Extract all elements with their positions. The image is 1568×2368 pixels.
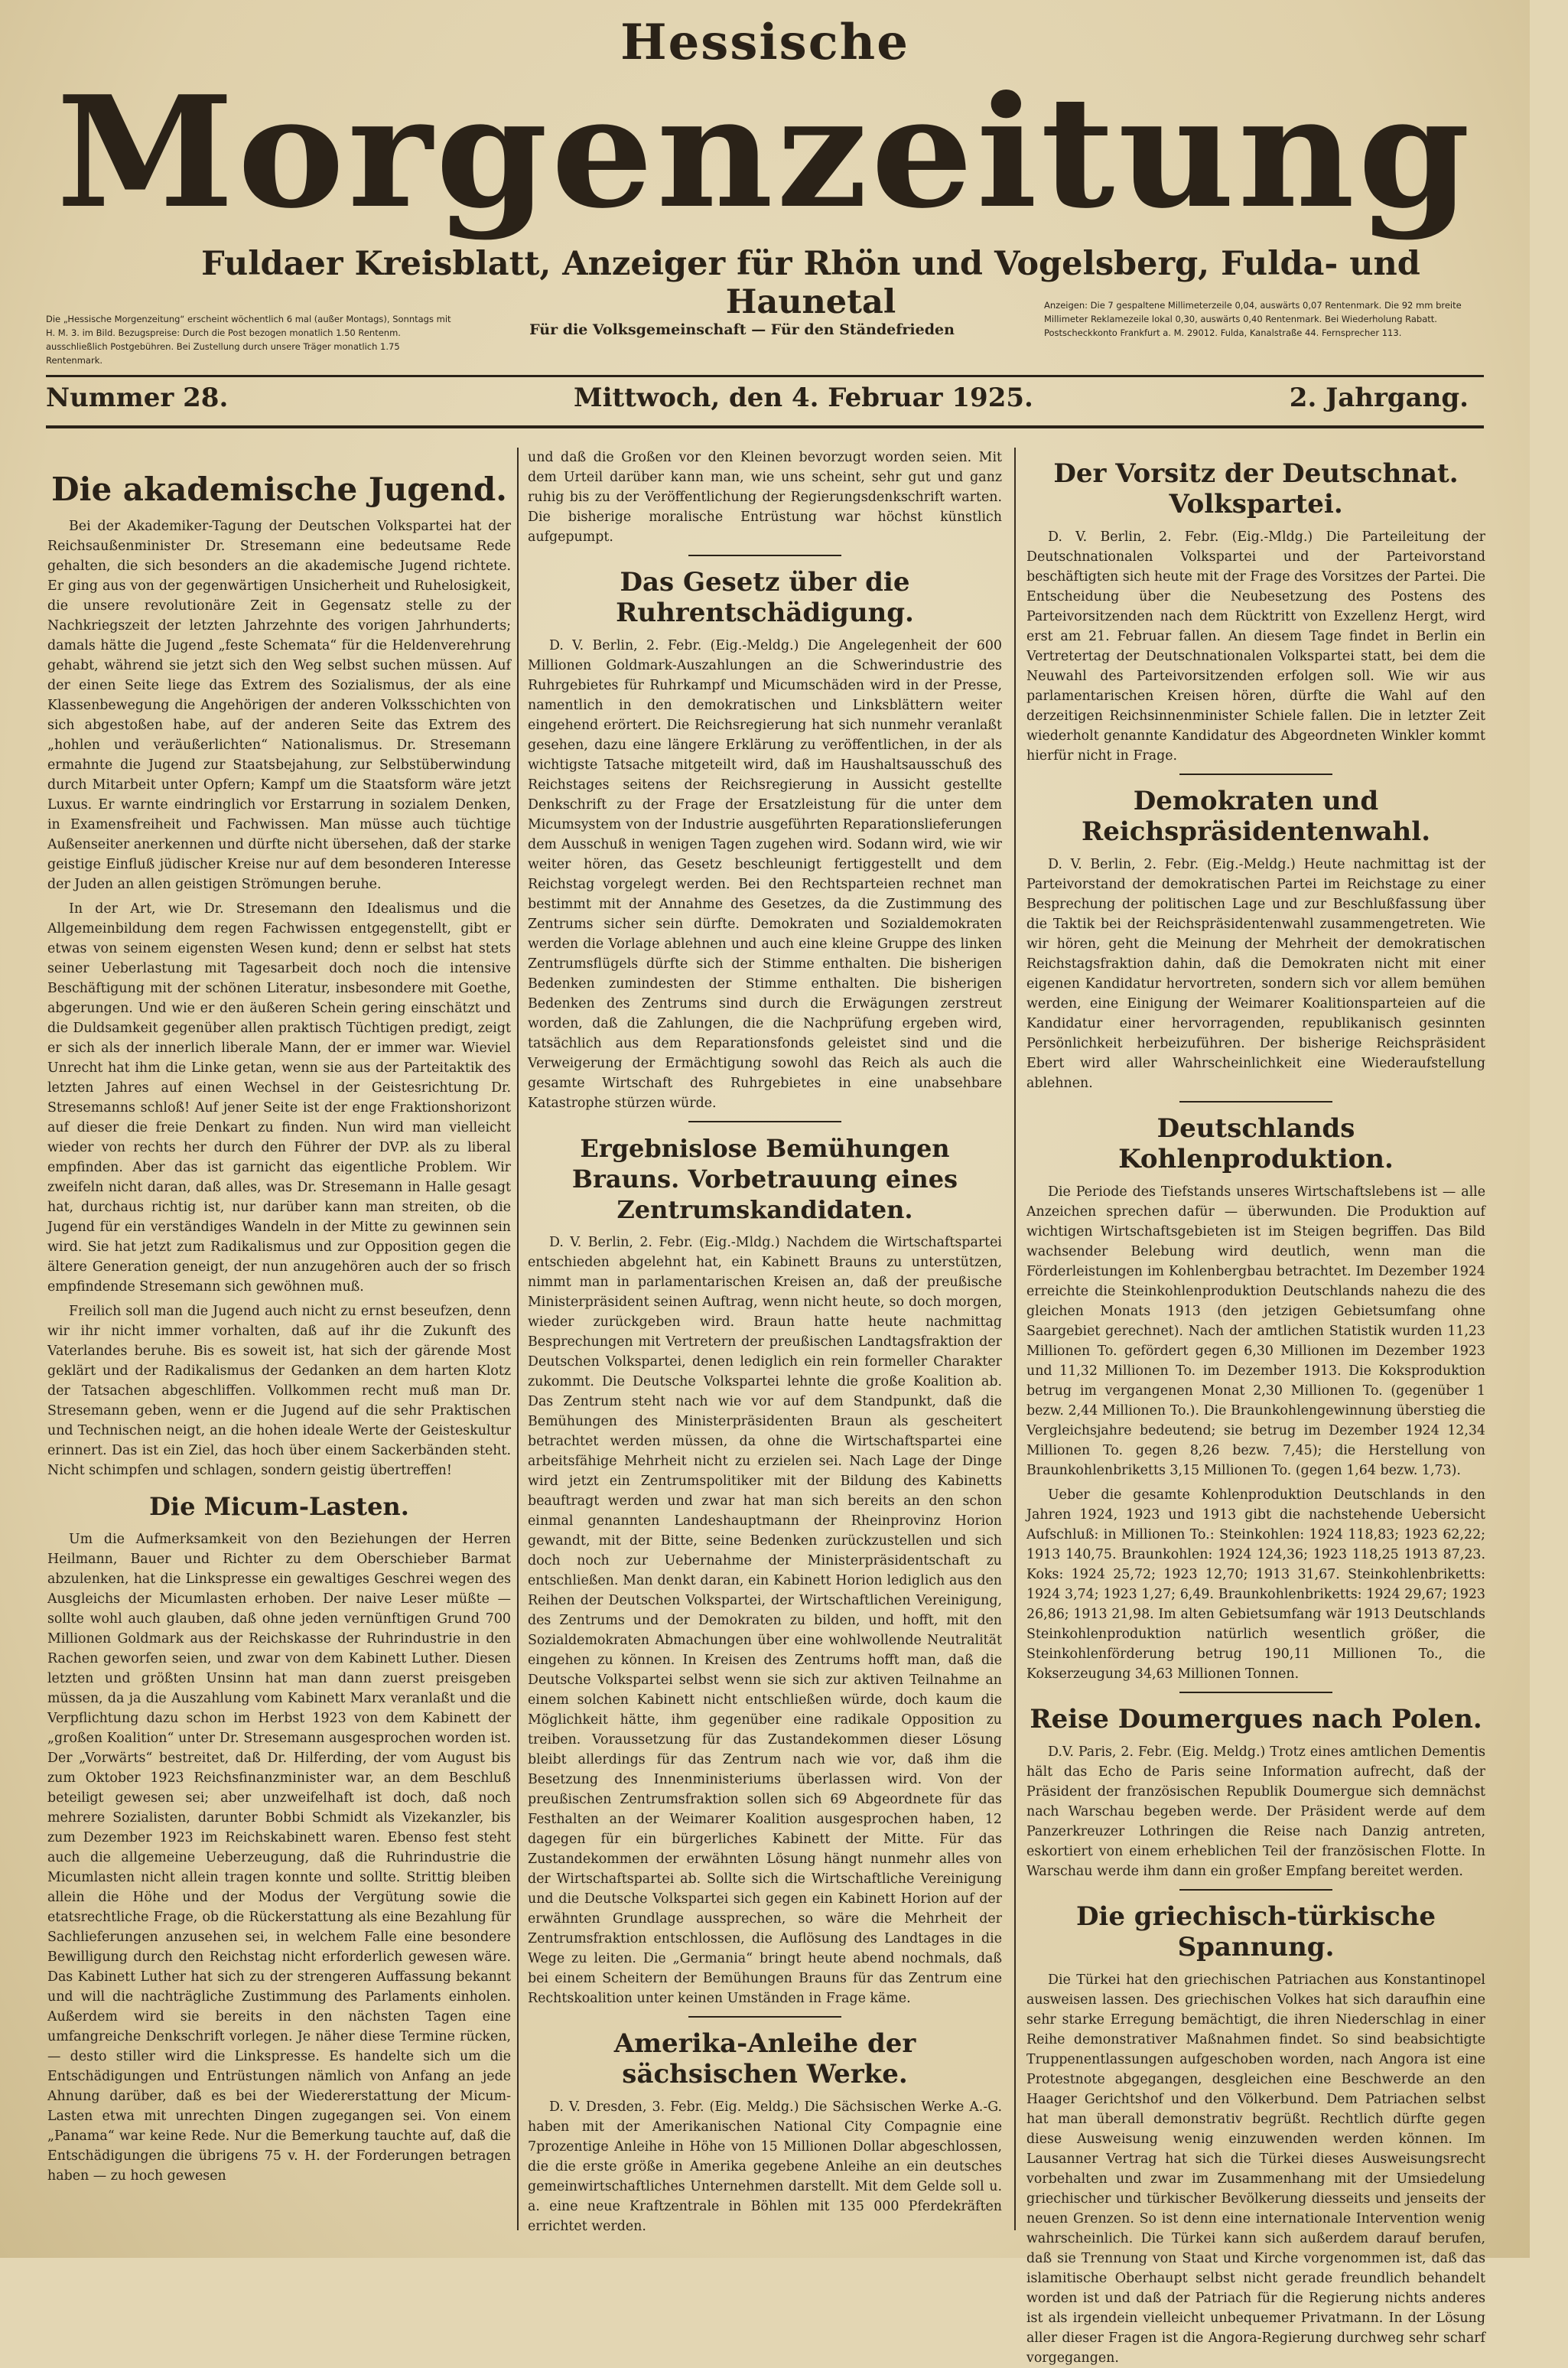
separator xyxy=(688,2016,841,2018)
article-paragraph: D. V. Berlin, 2. Febr. (Eig.-Meldg.) Heute nachmittag ist der Parteivorstand der demokratischen Partei im Reichstage zu einer Besprechung der politischen Lage und zur Beschlußfassung über die Taktik bei der Reichspräsidentenwahl zusammengetreten. Wie wir hören, geht die Meinung der Mehrheit der demokratischen Reichstagsfraktion dahin, daß die Demokraten nicht mit einer eigenen Kandidatur hervortreten, sondern sich vor allem bemühen werden, eine Einigung der Weimarer Koalitionsparteien auf die Kandidatur einer hervorragenden, republikanisch gesinnten Persönlichkeit herbeizuführen. Der bisherige Reichspräsident Ebert wird aller Wahrscheinlichkeit eine Wiederaufstellung ablehnen. xyxy=(1026,857,1485,1091)
article-headline: Die griechisch-türkische Spannung. xyxy=(1075,1901,1436,1962)
article-headline: Amerika-Anleihe der sächsischen Werke. xyxy=(613,2028,916,2090)
article-paragraph: Ueber die gesamte Kohlenproduktion Deutschlands in den Jahren 1924, 1923 und 1913 gibt die nachstehende Uebersicht Aufschluß: in Millionen To.: Steinkohlen: 1924 118,83; 1923 62,22; 1913 140,75. Braunkohlen: 1924 124,36; 1923 118,25 1913 87,23. Koks: 1924 25,72; 1923 12,70; 1913 31,67. Steinkohlenbriketts: 1924 3,74; 1923 1,27; 6,49. Braunkohlenbriketts: 1924 29,67; 1923 26,86; 1913 21,98. Im alten Gebietsumfang wär 1913 Deutschlands Steinkohlenproduktion natürlich wesentlich größer, die Steinkohlenförderung betrug 190,11 Millionen To., die Kokserzeugung 34,63 Millionen Tonnen. xyxy=(1026,1487,1485,1682)
separator xyxy=(688,555,841,556)
article-paragraph: D. V. Dresden, 3. Febr. (Eig. Meldg.) Die Sächsischen Werke A.-G. haben mit der Amerikanischen National City Compagnie eine 7prozentige Anleihe in Höhe von 15 Millionen Dollar abgeschlossen, die die erste größe in Amerika gegebene Anleihe an ein deutsches gemeinwirtschaftliches Unternehmen darstellt. Mit dem Gelde soll u. a. eine neue Kraftzentrale in Böhlen mit 135 000 Pferdekräften errichtet werden. xyxy=(528,2099,1002,2234)
article-headline: Die akademische Jugend. xyxy=(51,471,507,508)
article-paragraph: Bei der Akademiker-Tagung der Deutschen Volkspartei hat der Reichsaußenminister Dr. Stresemann eine bedeutsame Rede gehalten, die sich besonders an die akademische Jugend richtete. Er ging aus von der gegenwärtigen Unsicherheit und Ruhelosigkeit, die unsere revolutionäre Zeit in Gegensatz stelle zu der Nachkriegszeit der letzten Jahrzehnte des vorigen Jahrhunderts; damals hätte die Jugend „feste Schemata“ für die Heldenverehrung gehabt, während sie jetzt sich den Weg selbst suchen müssen. Auf der einen Seite liege das Extrem des Sozialismus, der als eine Klassenbewegung die Angehörigen der anderen Volksschichten von sich abgestoßen habe, auf der anderen Seite das Extrem des „hohlen und veräußerlichten“ Nationalismus. Dr. Stresemann ermahnte die Jugend zur Staatsbejahung, zur Selbstüberwindung durch Mitarbeit unter Opfern; Kampf um die Staatsform wäre jetzt Luxus. Er warnte eindringlich vor Erstarrung in sozialem Denken, in Examensfreiheit und Fachwissen. Man müsse auch tüchtige Außenseiter anerkennen und dürfte nicht übersehen, daß der starke geistige Einfluß jüdischer Kreise nur auf dem besonderen Interesse der Juden an allen geistigen Strömungen beruhe. xyxy=(47,519,511,892)
article-paragraph: D. V. Berlin, 2. Febr. (Eig.-Mldg.) Die Parteileitung der Deutschnationalen Volkspartei und der Parteivorstand beschäftigten sich heute mit der Frage des Vorsitzes der Partei. Die Entscheidung über die Neubesetzung des Postens des Parteivorsitzenden nach dem Rücktritt von Exzellenz Hergt, wird erst am 21. Februar fallen. An diesem Tage findet in Berlin ein Vertretertag der Deutschnationalen Volkspartei statt, bei dem die Neuwahl des Parteivorsitzenden erfolgen soll. Wie wir aus parlamentarischen Kreisen hören, dürfte die Wahl auf den derzeitigen Reichsinnenminister Schiele fallen. Die in letzter Zeit wiederholt genannte Kandidatur des Abgeordneten Winkler kommt hierfür nicht in Frage. xyxy=(1026,529,1485,764)
masthead-top: Hessische xyxy=(620,14,909,71)
separator xyxy=(688,1121,841,1122)
article-headline: Ergebnislose Bemühungen Brauns. Vorbetrauung eines Zentrumskandidaten. xyxy=(571,1134,958,1224)
column-1 xyxy=(47,448,511,2230)
article-headline: Reise Doumergues nach Polen. xyxy=(1030,1704,1482,1734)
article-headline: Die Micum-Lasten. xyxy=(149,1492,409,1521)
article-paragraph: Die Periode des Tiefstands unseres Wirtschaftslebens ist — alle Anzeichen sprechen dafür — überwunden. Die Produktion auf wichtigen Wirtschaftsgebieten ist im Steigen begriffen. Das Bild wachsender Belebung wird deutlich, wenn man die Förderleistungen im Kohlenbergbau betrachtet. Im Dezember 1924 erreichte die Steinkohlenproduktion Deutschlands nahezu die des gleichen Monats 1913 (den jetzigen Gebietsumfang ohne Saargebiet gerechnet). Nach der amtlichen Statistik wurden 11,23 Millionen To. gefördert gegen 6,30 Millionen im Dezember 1923 und 11,32 Millionen To. im Dezember 1913. Die Koksproduktion betrug im vergangenen Monat 2,30 Millionen To. (gegenüber 1 bezw. 2,44 Millionen To.). Die Braunkohlengewinnung überstieg die Vergleichsjahre bedeutend; sie betrug im Dezember 1924 12,34 Millionen To. gegen 8,26 bezw. 7,45); die Herstellung von Braunkohlenbriketts 3,15 Millionen To. (gegen 1,64 bezw. 1,73). xyxy=(1026,1184,1485,1478)
issue-date: Mittwoch, den 4. Februar 1925. xyxy=(574,383,1033,413)
article-headline: Deutschlands Kohlenproduktion. xyxy=(1118,1113,1394,1174)
article-headline: Der Vorsitz der Deutschnat. Volkspartei. xyxy=(1053,458,1459,520)
article-paragraph: und daß die Großen vor den Kleinen bevorzugt worden seien. Mit dem Urteil darüber kann man, wie uns scheint, sehr gut und ganz ruhig bis zu der Veröffentlichung der Regierungsdenkschrift warten. Die bisherige moralische Entrüstung war höchst künstlich aufgepumpt. xyxy=(528,450,1002,545)
article-paragraph: Die Türkei hat den griechischen Patriachen aus Konstantinopel ausweisen lassen. Des griechischen Volkes hat sich daraufhin eine sehr starke Erregung bemächtigt, die ihren Niederschlag in einer Reihe demonstrativer Maßnahmen findet. So sind beabsichtigte Truppenentlassungen aufgeschoben worden, nach Angora ist eine Protestnote abgegangen, desgleichen eine Beschwerde an den Haager Gerichtshof und den Völkerbund. Dem Patriachen selbst hat man überall demonstrativ begrüßt. Rechtlich dürfte gegen diese Ausweisung wenig einzuwenden werden können. Im Lausanner Vertrag hat sich die Türkei dieses Ausweisungsrecht vorbehalten und zwar im Zusammenhang mit der Umsiedelung griechischer und türkischer Bevölkerung diesseits und jenseits der neuen Grenzen. So ist denn eine internationale Intervention wenig wahrscheinlich. Die Türkei kann sich außerdem darauf berufen, daß sie Trennung von Staat und Kirche vorgenommen ist, daß das islamitische Oberhaupt selbst nicht gerade freundlich behandelt worden ist und daß der Patriach für die Regierung nichts anderes ist als irgendein vielleicht unbequemer Privatmann. In der Lösung aller dieser Fragen ist die Angora-Regierung durchweg sehr scharf vorgegangen. xyxy=(1026,1972,1485,2366)
column-3 xyxy=(1026,448,1485,2366)
divider-rule xyxy=(46,375,1484,377)
dateline xyxy=(46,378,1469,422)
article-paragraph: D.V. Paris, 2. Febr. (Eig. Meldg.) Trotz eines amtlichen Dementis hält das Echo de Paris seine Information aufrecht, daß der Präsident der französischen Republik Doumergue sich demnächst nach Warschau begeben werde. Der Präsident werde auf dem Panzerkreuzer Lothringen die Reise nach Danzig antreten, eskortiert von einem erheblichen Teil der französischen Flotte. In Warschau werde ihm dann ein großer Empfang bereitet werden. xyxy=(1026,1744,1485,1879)
issue-year: 2. Jahrgang. xyxy=(1289,383,1469,413)
article-paragraph: D. V. Berlin, 2. Febr. (Eig.-Mldg.) Nachdem die Wirtschaftspartei entschieden abgelehnt hat, ein Kabinett Brauns zu unterstützen, nimmt man in parlamentarischen Kreisen an, daß der preußische Ministerpräsident seinen Auftrag, wenn nicht heute, so doch morgen, wieder zurückgeben wird. Braun hatte heute nachmittag Besprechungen mit Vertretern der preußischen Landtagsfraktion der Deutschen Volkspartei, denen lediglich ein rein formeller Charakter zukommt. Die Deutsche Volkspartei lehnte die große Koalition ab. Das Zentrum steht nach wie vor auf dem Standpunkt, daß die Bemühungen des Ministerpräsidenten Braun als gescheitert betrachtet werden müssen, da ohne die Wirtschaftspartei eine arbeitsfähige Mehrheit nicht zu erzielen sei. Nach Lage der Dinge wird jetzt ein Zentrumspolitiker mit der Bildung des Kabinetts beauftragt werden und zwar hat man sich bereits an den schon einmal genannten Landeshauptmann der Rheinprovinz Horion gewandt, mit der Bitte, seine Bedenken zurückzustellen und sich doch noch zur Uebernahme der Ministerpräsidentschaft zu entschließen. Man denkt daran, ein Kabinett Horion lediglich aus den Reihen der Deutschen Volkspartei, der Wirtschaftlichen Vereinigung, des Zentrums und der Demokraten zu bilden, und hofft, mit den Sozialdemokraten Abmachungen über eine wohlwollende Neutralität eingehen zu können. In Kreisen des Zentrums hofft man, daß die Deutsche Volkspartei selbst wenn sie sich zur aktiven Teilnahme an einem solchen Kabinett nicht entschließen würde, doch kaum die Möglichkeit hätte, ihm gegenüber eine radikale Opposition zu treiben. Voraussetzung für das Zustandekommen dieser Lösung bleibt allerdings für das Zentrum nach wie vor, daß ihm die Besetzung des Innenministeriums überlassen wird. Von der preußischen Zentrumsfraktion sollen sich 69 Abgeordnete für das Festhalten an der Weimarer Koalition ausgesprochen haben, 12 dagegen für ein bürgerliches Kabinett der Mitte. Für das Zustandekommen der erwähnten Lösung hängt nunmehr alles von der Wirtschaftspartei ab. Sollte sich die Wirtschaftliche Vereinigung und die Deutsche Volkspartei sich gegen ein Kabinett Horion auf der erwähnten Grundlage aussprechen, so wäre die Mehrheit der Zentrumsfraktion entschlossen, die Auflösung des Landtages in die Wege zu leiten. Die „Germania“ bringt heute abend nochmals, daß bei einem Scheitern der Bemühungen Brauns für das Zentrum eine Rechtskoalition unter keinen Umständen in Frage käme. xyxy=(528,1235,1002,2006)
article-paragraph: D. V. Berlin, 2. Febr. (Eig.-Meldg.) Die Angelegenheit der 600 Millionen Goldmark-Auszahlungen an die Schwerindustrie des Ruhrgebietes für Ruhrkampf und Micumschäden wird in der Presse, namentlich in den demokratischen und Linksblättern weiter eingehend erörtert. Die Reichsregierung hat sich nunmehr veranlaßt gesehen, dazu eine längere Erklärung zu veröffentlichen, in der als wichtigste Tatsache mitgeteilt wird, daß im Haushaltsausschuß des Reichstages seitens der Reichsregierung in Aussicht gestellte Denkschrift zu der Frage der Ersatzleistung für die unter dem Micumsystem von der Industrie ausgeführten Reparationslieferungen dem Ausschuß in wenigen Tagen zugehen wird. Sodann wird, wie wir weiter hören, das Gesetz beschleunigt fertiggestellt und dem Reichstag vorgelegt werden. Bei den Rechtsparteien rechnet man bestimmt mit der Annahme des Gesetzes, da die Zustimmung des Zentrums sicher sein dürfte. Demokraten und Sozialdemokraten werden die Vorlage ablehnen und auch eine kleine Gruppe des linken Zentrumsflügels dürfte sich der Stimme enthalten. Die bisherigen Bedenken zumindesten der Stimme enthalten. Die bisherigen Bedenken des Zentrums sind durch die Erwägungen zerstreut worden, daß die Zahlungen, die die Nachprüfung ergeben wird, tatsächlich aus dem Reparationsfonds geleistet sind und die Verweigerung der Ermächtigung sowohl das Reich als auch die gesamte Wirtschaft des Ruhrgebietes in eine unabsehbare Katastrophe stürzen würde. xyxy=(528,638,1002,1111)
article-paragraph: In der Art, wie Dr. Stresemann den Idealismus und die Allgemeinbildung dem regen Fachwissen entgegenstellt, gibt er etwas von seinem eigensten Wesen kund; denn er selbst hat stets seiner Ueberlastung mit Tagesarbeit doch noch die intensive Beschäftigung mit der schönen Literatur, insbesondere mit Goethe, abgerungen. Und wie er den äußeren Schein gering einschätzt und die Duldsamkeit gegenüber allen praktisch Tüchtigen predigt, zeigt er sich als der innerlich liberale Mann, der er immer war. Wieviel Unrecht hat ihm die Linke getan, wenn sie aus der Parteitaktik des letzten Jahres auf einen Wechsel in der Geistesrichtung Dr. Stresemanns schloß! Auf jener Seite ist der enge Fraktionshorizont auf dieser die freie Denkart zu finden. Nun wird man vielleicht wieder von rechts her durch den Führer der DVP. als zu liberal empfinden. Aber das ist garnicht das eigentliche Problem. Wir zweifeln nicht daran, daß alles, was Dr. Stresemann in Halle gesagt hat, durchaus richtig ist, nur darüber kann man streiten, ob die Jugend für ein verständiges Wandeln in der Mitte zu gewinnen sein wird. Sie hat jetzt zum Radikalismus und zur Opposition gegen die ältere Generation geneigt, der nun anzugehören auch der so frisch empfindende Stresemann sich gewöhnen muß. xyxy=(47,901,511,1295)
motto: Für die Volksgemeinschaft — Für den Ständefrieden xyxy=(529,321,955,338)
article-headline: Demokraten und Reichspräsidentenwahl. xyxy=(1081,786,1431,847)
article-paragraph: Um die Aufmerksamkeit von den Beziehungen der Herren Heilmann, Bauer und Richter zu dem Oberschieber Barmat abzulenken, hat die Linkspresse ein gewaltiges Geschrei wegen des Ausgleichs der Micumlasten erhoben. Der naive Leser müßte — sollte wohl auch glauben, daß ohne jeden vernünftigen Grund 700 Millionen Goldmark aus der Reichskasse der Ruhrindustrie in den Rachen geworfen seien, und zwar von dem Kabinett Luther. Diesen letzten und größten Unsinn hat man dann zuerst preisgeben müssen, da ja die Auszahlung vom Kabinett Marx veranlaßt und die Verpflichtung dazu schon im Herbst 1923 von dem Kabinett der „großen Koalition“ unter Dr. Stresemann ausgesprochen worden ist. Der „Vorwärts“ bestreitet, daß Dr. Hilferding, der vom August bis zum Oktober 1923 Reichsfinanzminister war, an dem Beschluß beteiligt gewesen sei; aber unzweifelhaft ist doch, daß noch mehrere Sozialisten, darunter Bobbi Schmidt als Vizekanzler, bis zum Dezember 1923 im Reichskabinett waren. Ebenso fest steht auch die allgemeine Ueberzeugung, daß die Ruhrindustrie die Micumlasten nicht allein tragen konnte und sollte. Strittig bleiben allein die Höhe und der Modus der Vergütung sowie die etatsrechtliche Frage, ob die Rückerstattung als eine Bezahlung für Sachlieferungen anzusehen sei, in welchem Falle eine besondere Bewilligung durch den Reichstag nicht erforderlich gewesen wäre. Das Kabinett Luther hat sich zu der strengeren Auffassung bekannt und will die nachträgliche Zustimmung des Parlaments einholen. Außerdem wird sie bereits in den nächsten Tagen eine umfangreiche Denkschrift vorlegen. Je näher diese Termine rücken, — desto stiller wird die Linkspresse. Es handelte sich um die Entschädigungen und Entrüstungen nämlich von Anfang an jede Ahnung darüber, daß es bei der Wiedererstattung der Micum-Lasten etwa mit unrechten Dingen zugegangen sei. Von einem „Panama“ war keine Rede. Nur die Bemerkung tauchte auf, daß die Entschädigungen die übrigens 75 v. H. der Forderungen betragen haben — zu hoch gewesen xyxy=(47,1532,511,2184)
separator xyxy=(1179,1889,1332,1891)
masthead-title: Morgenzeitung xyxy=(56,63,1474,243)
issue-number: Nummer 28. xyxy=(46,383,229,413)
separator xyxy=(1179,1692,1332,1693)
column-2 xyxy=(528,448,1002,2234)
separator xyxy=(1179,1101,1332,1103)
imprint-subscription: Die „Hessische Morgenzeitung“ erscheint wöchentlich 6 mal (außer Montags), Sonntags mit H. M. 3. im Bild. Bezugspreise: Durch die Post bezogen monatlich 1.50 Rentenm. ausschließlich Postgebühren. Bei Zustellung durch unsere Träger monatlich 1.75 Rentenmark. xyxy=(46,314,451,366)
column-divider xyxy=(1014,448,1016,2230)
divider-rule xyxy=(46,425,1484,428)
column-divider xyxy=(517,448,519,2230)
imprint-advertising: Anzeigen: Die 7 gespaltene Millimeterzeile 0,04, auswärts 0,07 Rentenmark. Die 92 mm breite Millimeter Reklamezeile lokal 0,30, auswärts 0,40 Rentenmark. Bei Wiederholung Rabatt. Postscheckkonto Frankfurt a. M. 29012. Fulda, Kanalstraße 44. Fernsprecher 113. xyxy=(1044,300,1462,338)
separator xyxy=(1179,774,1332,775)
article-headline: Das Gesetz über die Ruhrentschädigung. xyxy=(616,567,914,628)
article-paragraph: Freilich soll man die Jugend auch nicht zu ernst beseufzen, denn wir ihr nicht immer vorhalten, daß auf ihr die Zukunft des Vaterlandes beruhe. Bis es soweit ist, hat sich der gärende Most geklärt und der Radikalismus der Gedanken an dem harten Klotz der Tatsachen abgeschliffen. Vollkommen recht muß man Dr. Stresemann geben, wenn er die Jugend auf die sehr Praktischen und Technischen neigt, an die hohen ideale Werte der Geisteskultur erinnert. Das ist ein Ziel, das hoch über einem Sackerbänden steht. Nicht schimpfen und schlagen, sondern geistig übertreffen! xyxy=(47,1304,511,1478)
masthead-subtitle: Fuldaer Kreisblatt, Anzeiger für Rhön und Vogelsberg, Fulda- und Haunetal xyxy=(201,245,1420,321)
